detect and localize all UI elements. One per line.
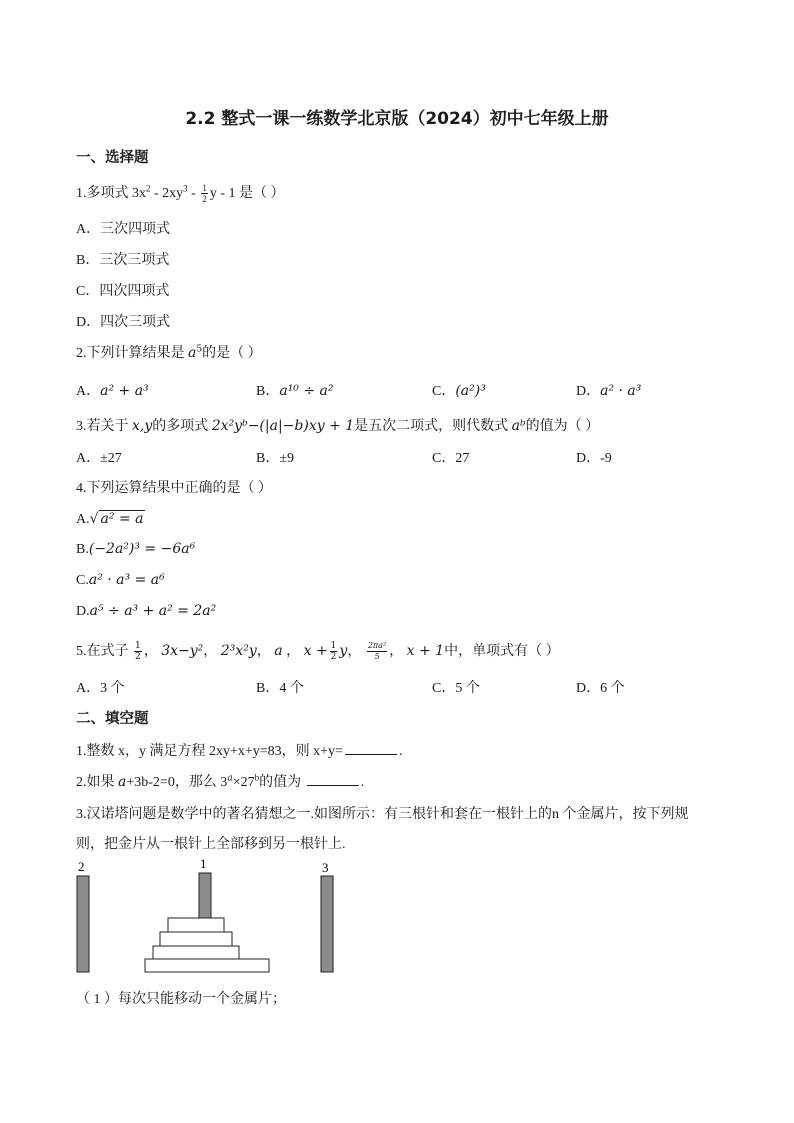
peg-label-1: 1 [200, 856, 207, 871]
question-3-stem: 3.若关于 x,y的多项式 2x²yᵇ−(|a|−b)xy + 1是五次二项式，则代数式 aᵇ的值为（ ） [76, 418, 600, 434]
fill-3-line-2: 则，把金片从一根针上全部移到另一根针上. [76, 837, 346, 852]
answer-blank[interactable] [307, 773, 359, 786]
question-1-option-c: C．四次四项式 [76, 284, 170, 299]
peg-label-3: 3 [322, 860, 329, 875]
fill-1-stem: 1.整数 x，y 满足方程 2xy+x+y=83，则 x+y= . [76, 744, 403, 759]
peg-label-2: 2 [78, 859, 85, 874]
disc-2 [160, 932, 232, 946]
section-heading-choice: 一、选择题 [76, 150, 149, 166]
fraction: $\frac{1}{2}$ [202, 183, 207, 205]
question-2-option-c: C．(a²)³ [432, 383, 486, 399]
question-5-option-a: A．3 个 [76, 681, 125, 696]
question-5-stem: 5.在式子 $\frac{1}{2}$ ， 3x−y²， 2³x²y， a ， x + $\frac{1}{2}$ y， $\frac{\text{2πa²}}{5}$ ， x + 1中，单项式有（ ） [76, 641, 560, 663]
question-5-option-b: B．4 个 [256, 681, 304, 696]
disc-3 [153, 946, 239, 959]
question-4-stem: 4.下列运算结果中正确的是（ ） [76, 481, 272, 496]
answer-blank[interactable] [345, 742, 397, 755]
peg-right [321, 876, 333, 972]
peg-left [77, 876, 89, 972]
peg-middle [199, 873, 211, 918]
disc-4 [145, 959, 269, 972]
question-1-option-d: D．四次三项式 [76, 315, 171, 330]
question-3-option-b: B．±9 [256, 451, 295, 466]
question-2-option-a: A．a² + a³ [76, 383, 149, 399]
question-5-option-d: D．6 个 [576, 681, 625, 696]
question-4-option-a: A.√ a² = a [76, 511, 144, 527]
hanoi-tower-figure [70, 855, 370, 980]
question-2-stem: 2.下列计算结果是 $a^5$的是（ ） [76, 344, 262, 361]
question-4-option-b: B.(−2a²)³ = −6a⁶ [76, 541, 196, 557]
page-title: 2.2 整式一课一练数学北京版（2024）初中七年级上册 [185, 109, 609, 129]
fill-3-line-1: 3.汉诺塔问题是数学中的著名猜想之一.如图所示：有三根针和套在一根针上的n 个金属片，按下列规 [76, 807, 689, 822]
question-4-option-d: D.a⁵ ÷ a³ + a² = 2a² [76, 603, 217, 619]
disc-1 [168, 918, 224, 932]
question-1-option-a: A．三次四项式 [76, 222, 171, 237]
fill-2-stem: 2.如果 a+3b-2=0，那么 $3^a\times 27^b$的值为 . [76, 772, 365, 790]
question-2-option-d: D．a² · a³ [576, 383, 642, 399]
section-heading-fill: 二、填空题 [76, 711, 149, 727]
question-3-option-d: D．-9 [576, 451, 612, 466]
question-5-option-c: C．5 个 [432, 681, 480, 696]
question-3-option-c: C．27 [432, 451, 470, 466]
fill-3-rule-1: （ 1 ）每次只能移动一个金属片； [76, 992, 286, 1007]
question-2-option-b: B．a¹⁰ ÷ a² [256, 383, 334, 399]
question-3-option-a: A．±27 [76, 451, 122, 466]
question-1-option-b: B．三次三项式 [76, 253, 170, 268]
question-1-stem: 1.多项式 $3x^2 - 2xy^3$ - $\frac{1}{2}$ y - 1 是（ ） [76, 183, 285, 205]
question-4-option-c: C.a² · a³ = a⁶ [76, 572, 165, 588]
